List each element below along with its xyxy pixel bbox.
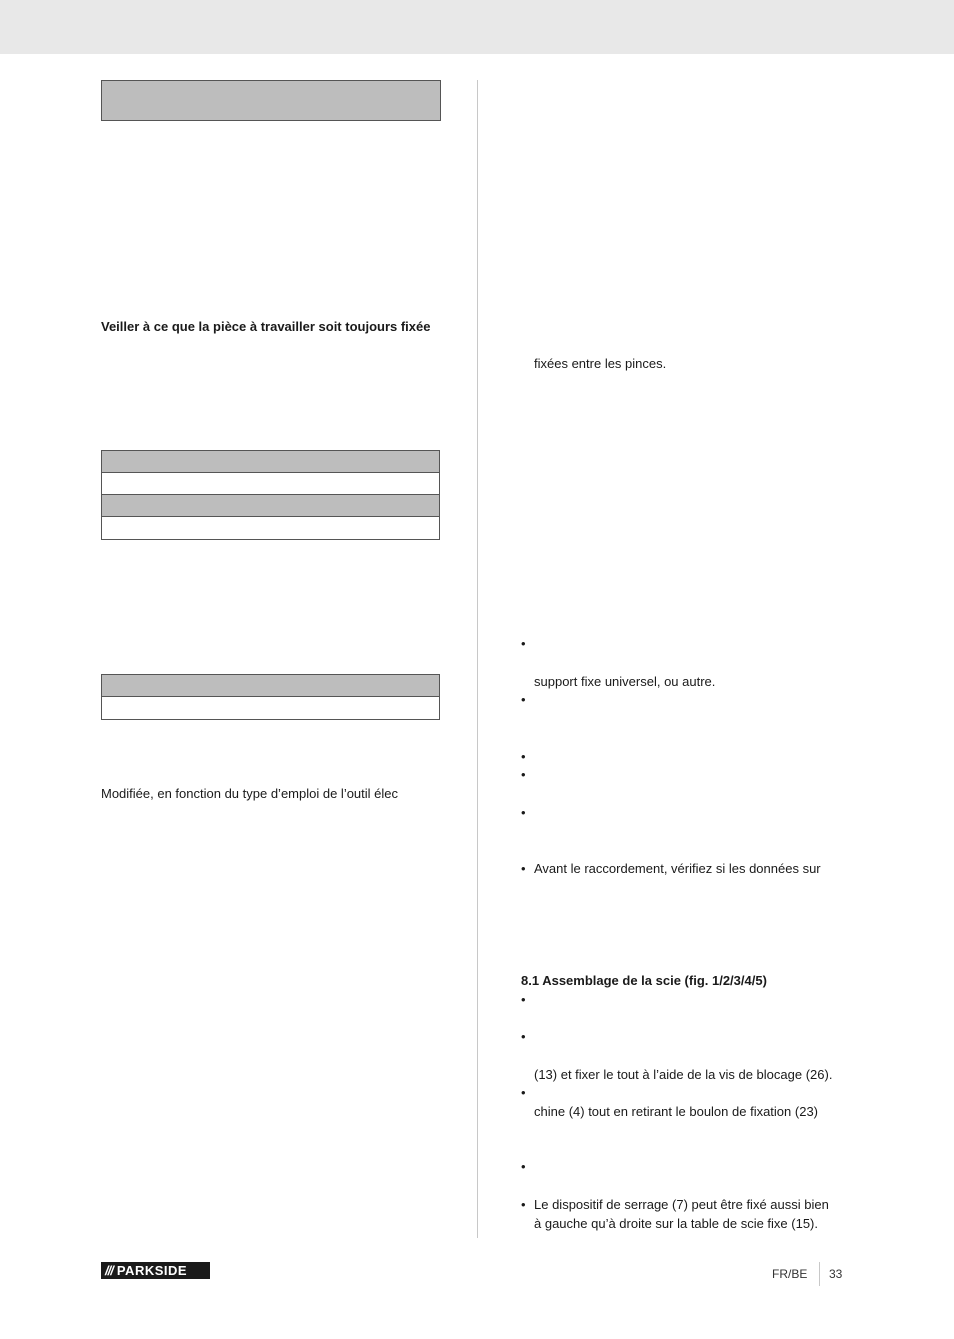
- text-line: Avant le raccordement, vérifiez si les données sur: [534, 861, 821, 876]
- text-line: support fixe universel, ou autre.: [534, 674, 716, 689]
- bullet: •: [521, 992, 526, 1007]
- header-band: [0, 0, 954, 54]
- workpiece-warning: Veiller à ce que la pièce à travailler soit toujours fixée: [101, 319, 431, 334]
- bullet: •: [521, 692, 526, 707]
- values-table-2: [101, 674, 440, 720]
- bullet: •: [521, 1159, 526, 1174]
- values-table-1: [101, 450, 440, 540]
- section-header-box: [101, 80, 441, 121]
- bullet: •: [521, 861, 526, 876]
- parkside-logo: [101, 1262, 210, 1279]
- text-line: (13) et fixer le tout à l’aide de la vis de blocage (26).: [534, 1067, 833, 1082]
- logo-text: PARKSIDE: [116, 1263, 188, 1278]
- text-line: Le dispositif de serrage (7) peut être fixé aussi bien: [534, 1197, 829, 1212]
- column-divider: [477, 80, 478, 1238]
- logo-slashes: ///: [105, 1263, 113, 1278]
- footer-separator: [819, 1262, 820, 1286]
- page-number: 33: [829, 1267, 843, 1281]
- text-line: fixées entre les pinces.: [534, 356, 667, 371]
- table-row: [102, 473, 439, 495]
- bullet: •: [521, 1197, 526, 1212]
- text-line: chine (4) tout en retirant le boulon de fixation (23): [534, 1104, 819, 1119]
- bullet: •: [521, 805, 526, 820]
- table-row: [102, 675, 439, 697]
- bullet: •: [521, 749, 526, 764]
- bullet: •: [521, 1029, 526, 1044]
- section-heading: 8.1 Assemblage de la scie (fig. 1/2/3/4/5): [521, 973, 767, 988]
- bullet: •: [521, 767, 526, 782]
- modified-note: Modifiée, en fonction du type d’emploi de l’outil élec: [101, 786, 399, 801]
- bullet: •: [521, 1085, 526, 1100]
- bullet: •: [521, 636, 526, 651]
- text-line: à gauche qu’à droite sur la table de scie fixe (15).: [534, 1216, 819, 1231]
- table-row: [102, 495, 439, 517]
- locale-label: FR/BE: [772, 1267, 808, 1281]
- table-row: [102, 451, 439, 473]
- table-row: [102, 697, 439, 719]
- table-row: [102, 517, 439, 539]
